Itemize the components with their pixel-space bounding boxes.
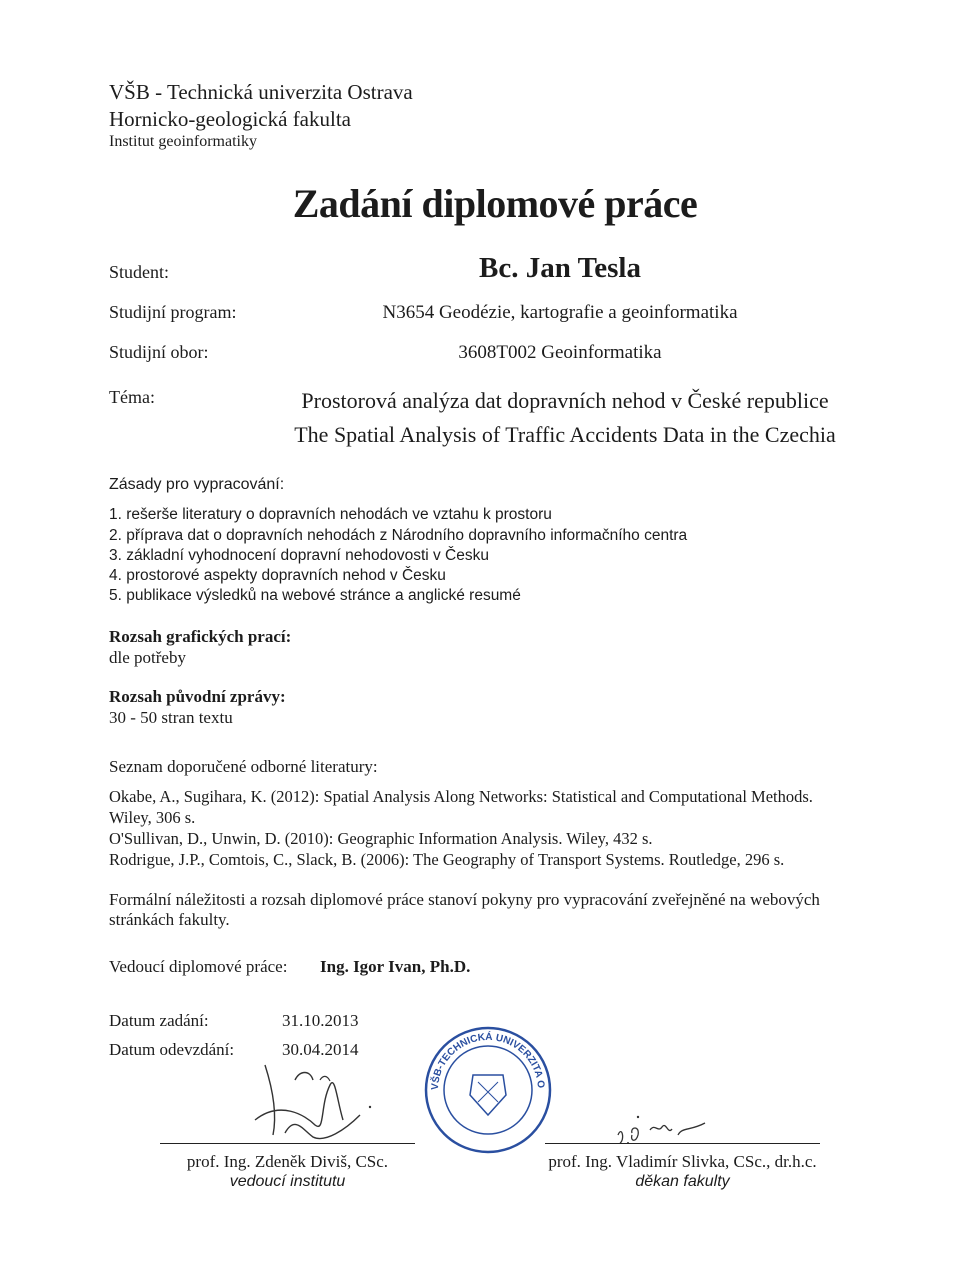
graphics-heading: Rozsah grafických prací: — [109, 627, 292, 646]
student-label: Student: — [109, 262, 170, 282]
right-signatory-name: prof. Ing. Vladimír Slivka, CSc., dr.h.c. — [548, 1152, 817, 1171]
report-value: 30 - 50 stran textu — [109, 708, 233, 727]
field-value: 3608T002 Geoinformatika — [458, 342, 662, 363]
university-name: VŠB - Technická univerzita Ostrava — [109, 80, 413, 104]
literature-entry: Wiley, 306 s. — [109, 808, 196, 827]
right-signature-line — [545, 1143, 820, 1144]
document-title: Zadání diplomové práce — [292, 181, 698, 226]
topic-label: Téma: — [109, 387, 155, 407]
left-signature — [225, 1045, 395, 1145]
formal-note: Formální náležitosti a rozsah diplomové práce stanoví pokyny pro vypracování zveřejněné na webových — [109, 890, 820, 909]
supervisor-label: Vedoucí diplomové práce: — [109, 957, 288, 976]
literature-entry: O'Sullivan, D., Unwin, D. (2010): Geographic Information Analysis. Wiley, 432 s. — [109, 829, 653, 848]
literature-heading: Seznam doporučené odborné literatury: — [109, 757, 378, 776]
left-signatory-role: vedoucí institutu — [229, 1173, 346, 1190]
report-heading: Rozsah původní zprávy: — [109, 687, 286, 706]
faculty-stamp — [414, 1012, 558, 1160]
field-label: Studijní obor: — [109, 342, 209, 362]
student-name: Bc. Jan Tesla — [479, 252, 641, 284]
institute-name: Institut geoinformatiky — [109, 133, 257, 150]
principle-item: 4. prostorové aspekty dopravních nehod v Česku — [109, 567, 446, 584]
left-signatory-name: prof. Ing. Zdeněk Diviš, CSc. — [186, 1152, 389, 1171]
right-signatory-role: děkan fakulty — [635, 1173, 730, 1190]
principle-item: 1. rešerše literatury o dopravních nehodách ve vztahu k prostoru — [109, 506, 552, 523]
principle-item: 2. příprava dat o dopravních nehodách z Národního dopravního informačního centra — [109, 527, 688, 544]
program-value: N3654 Geodézie, kartografie a geoinformatika — [382, 302, 738, 323]
program-label: Studijní program: — [109, 302, 237, 322]
literature-entry: Okabe, A., Sugihara, K. (2012): Spatial Analysis Along Networks: Statistical and Computational Methods. — [109, 787, 813, 806]
formal-note-cont: stránkách fakulty. — [109, 910, 230, 929]
topic-czech: Prostorová analýza dat dopravních nehod v České republice — [301, 388, 829, 413]
topic-english: The Spatial Analysis of Traffic Accidents Data in the Czechia — [294, 422, 836, 447]
principle-item: 3. základní vyhodnocení dopravní nehodovosti v Česku — [109, 547, 489, 564]
faculty-name: Hornicko-geologická fakulta — [109, 107, 351, 131]
left-signature-line — [160, 1143, 415, 1144]
assigned-date-label: Datum zadání: — [109, 1011, 209, 1030]
svg-text:VŠB-TECHNICKÁ UNIVERZITA OSTRA — [414, 1012, 546, 1090]
principle-item: 5. publikace výsledků na webové stránce a anglické resumé — [109, 587, 521, 604]
submit-date: 30.04.2014 — [282, 1040, 359, 1059]
supervisor-name: Ing. Igor Ivan, Ph.D. — [320, 957, 471, 976]
principles-heading: Zásady pro vypracování: — [109, 476, 285, 493]
submit-date-label: Datum odevzdání: — [109, 1040, 235, 1059]
literature-entry: Rodrigue, J.P., Comtois, C., Slack, B. (2006): The Geography of Transport Systems. Routledge, 296 s. — [109, 850, 785, 869]
graphics-value: dle potřeby — [109, 648, 186, 667]
stamp-text: VŠB-TECHNICKÁ UNIVERZITA OSTRAVA · Hornicko-geol. fakulta — [414, 1012, 547, 1091]
assigned-date: 31.10.2013 — [282, 1011, 359, 1030]
